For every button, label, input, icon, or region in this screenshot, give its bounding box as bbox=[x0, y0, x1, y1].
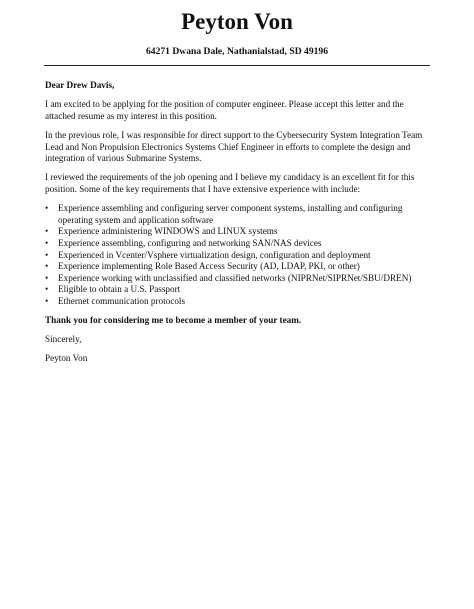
list-item bbox=[45, 296, 435, 308]
list-item bbox=[45, 273, 435, 285]
signoff: Sincerely, bbox=[45, 334, 82, 345]
closing-line: Thank you for considering me to become a member of your team. bbox=[45, 315, 302, 326]
requirements-list bbox=[45, 203, 435, 307]
list-item bbox=[45, 238, 435, 250]
salutation: Dear Drew Davis, bbox=[45, 80, 115, 90]
list-item-text: Experienced in Vcenter/Vsphere virtualization design, configuration and deployment bbox=[58, 249, 371, 260]
bullet-icon: • bbox=[45, 272, 49, 283]
list-item-text: Eligible to obtain a U.S. Passport bbox=[58, 284, 181, 295]
list-item-text: Experience assembling and configuring server component systems, installing and configuring operating system and application software bbox=[58, 203, 403, 225]
list-item-text: Experience administering WINDOWS and LINUX systems bbox=[58, 226, 278, 237]
requirements-intro-paragraph: I reviewed the requirements of the job opening and I believe my candidacy is an excellent fit for this position. Some of the key requirements that I have extensive experience with include: bbox=[45, 172, 415, 194]
list-item-text: Experience assembling, configuring and networking SAN/NAS devices bbox=[58, 237, 322, 248]
bullet-icon: • bbox=[45, 226, 49, 237]
list-item-text: Ethernet communication protocols bbox=[58, 295, 186, 306]
list-item bbox=[45, 261, 435, 273]
bullet-icon: • bbox=[45, 249, 49, 260]
bullet-icon: • bbox=[45, 237, 49, 248]
bullet-icon: • bbox=[45, 203, 49, 214]
list-item bbox=[45, 250, 435, 262]
applicant-address: 64271 Dwana Dale, Nathanialstad, SD 49196 bbox=[145, 46, 329, 57]
list-item bbox=[45, 226, 435, 238]
list-item-text: Experience working with unclassified and classified networks (NIPRNet/SIPRNet/SBU/DREN) bbox=[58, 272, 412, 283]
list-item bbox=[45, 284, 435, 296]
experience-paragraph: In the previous role, I was responsible for direct support to the Cybersecurity System Integration Team Lead and Non Propulsion Electronics Systems Chief Engineer in efforts to complete the design and integration of various Submarine Systems. bbox=[45, 129, 423, 164]
bullet-icon: • bbox=[45, 295, 49, 306]
bullet-icon: • bbox=[45, 284, 49, 295]
header-divider bbox=[44, 65, 430, 66]
applicant-name: Peyton Von bbox=[181, 9, 293, 34]
intro-paragraph: I am excited to be applying for the position of computer engineer. Please accept this letter and the attached resume as my interest in this position. bbox=[45, 99, 404, 121]
bullet-icon: • bbox=[45, 261, 49, 272]
list-item-text: Experience implementing Role Based Access Security (AD, LDAP, PKI, or other) bbox=[58, 261, 360, 272]
letter-body bbox=[45, 80, 435, 373]
list-item bbox=[45, 203, 435, 226]
signature-name: Peyton Von bbox=[45, 353, 88, 364]
